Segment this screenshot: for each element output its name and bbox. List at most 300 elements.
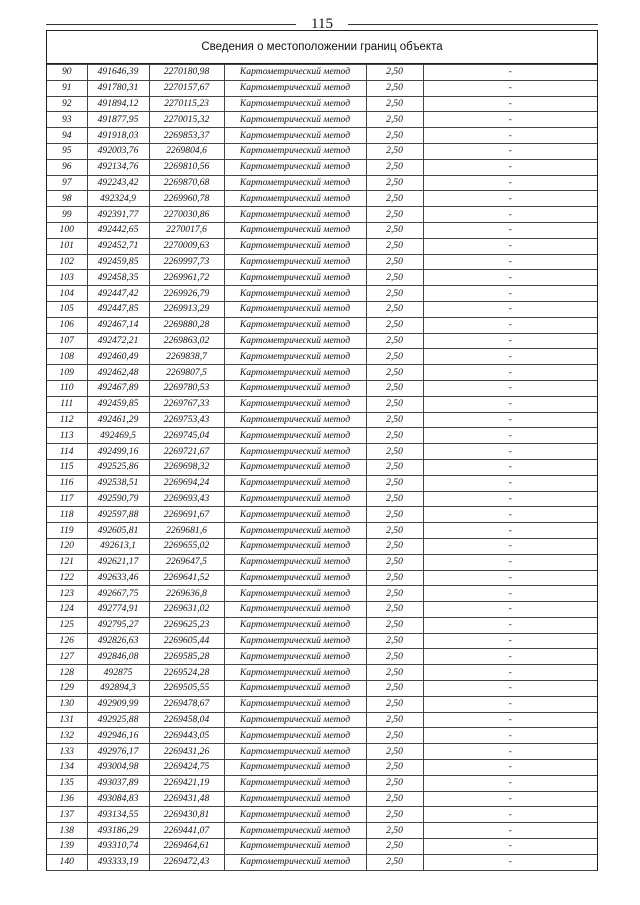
method-cell: Картометрический метод <box>224 491 366 507</box>
x-coordinate-cell: 492795,27 <box>87 617 149 633</box>
table-row <box>47 333 597 349</box>
method-cell: Картометрический метод <box>224 191 366 207</box>
y-coordinate-cell: 2269655,02 <box>149 538 224 554</box>
point-number-cell: 102 <box>47 254 87 270</box>
accuracy-cell: 2,50 <box>366 128 423 144</box>
accuracy-cell: 2,50 <box>366 839 423 855</box>
point-number-cell: 117 <box>47 491 87 507</box>
method-cell: Картометрический метод <box>224 238 366 254</box>
point-number-cell: 114 <box>47 444 87 460</box>
y-coordinate-cell: 2269472,43 <box>149 854 224 870</box>
description-cell: - <box>423 586 597 602</box>
description-cell: - <box>423 839 597 855</box>
table-row <box>47 491 597 507</box>
accuracy-cell: 2,50 <box>366 665 423 681</box>
description-cell: - <box>423 128 597 144</box>
x-coordinate-cell: 492590,79 <box>87 491 149 507</box>
y-coordinate-cell: 2270115,23 <box>149 96 224 112</box>
accuracy-cell: 2,50 <box>366 760 423 776</box>
point-number-cell: 98 <box>47 191 87 207</box>
x-coordinate-cell: 491877,95 <box>87 112 149 128</box>
description-cell: - <box>423 696 597 712</box>
table-row <box>47 807 597 823</box>
method-cell: Картометрический метод <box>224 475 366 491</box>
y-coordinate-cell: 2269997,73 <box>149 254 224 270</box>
point-number-cell: 129 <box>47 681 87 697</box>
table-row <box>47 65 597 81</box>
description-cell: - <box>423 270 597 286</box>
description-cell: - <box>423 538 597 554</box>
table-row <box>47 238 597 254</box>
description-cell: - <box>423 207 597 223</box>
point-number-cell: 103 <box>47 270 87 286</box>
table-row <box>47 175 597 191</box>
method-cell: Картометрический метод <box>224 222 366 238</box>
table-row <box>47 523 597 539</box>
table-row <box>47 586 597 602</box>
description-cell: - <box>423 712 597 728</box>
y-coordinate-cell: 2269767,33 <box>149 396 224 412</box>
method-cell: Картометрический метод <box>224 586 366 602</box>
x-coordinate-cell: 492909,99 <box>87 696 149 712</box>
description-cell: - <box>423 301 597 317</box>
x-coordinate-cell: 492442,65 <box>87 222 149 238</box>
point-number-cell: 105 <box>47 301 87 317</box>
boundary-points-table <box>47 64 597 871</box>
y-coordinate-cell: 2269960,78 <box>149 191 224 207</box>
table-row <box>47 823 597 839</box>
method-cell: Картометрический метод <box>224 554 366 570</box>
description-cell: - <box>423 333 597 349</box>
x-coordinate-cell: 492774,91 <box>87 602 149 618</box>
point-number-cell: 137 <box>47 807 87 823</box>
point-number-cell: 92 <box>47 96 87 112</box>
method-cell: Картометрический метод <box>224 444 366 460</box>
y-coordinate-cell: 2269853,37 <box>149 128 224 144</box>
x-coordinate-cell: 492667,75 <box>87 586 149 602</box>
point-number-cell: 126 <box>47 633 87 649</box>
accuracy-cell: 2,50 <box>366 728 423 744</box>
point-number-cell: 140 <box>47 854 87 870</box>
point-number-cell: 116 <box>47 475 87 491</box>
y-coordinate-cell: 2270180,98 <box>149 65 224 81</box>
x-coordinate-cell: 492613,1 <box>87 538 149 554</box>
y-coordinate-cell: 2269838,7 <box>149 349 224 365</box>
accuracy-cell: 2,50 <box>366 349 423 365</box>
y-coordinate-cell: 2269870,68 <box>149 175 224 191</box>
description-cell: - <box>423 317 597 333</box>
y-coordinate-cell: 2269647,5 <box>149 554 224 570</box>
x-coordinate-cell: 493037,89 <box>87 775 149 791</box>
point-number-cell: 101 <box>47 238 87 254</box>
point-number-cell: 123 <box>47 586 87 602</box>
description-cell: - <box>423 396 597 412</box>
point-number-cell: 108 <box>47 349 87 365</box>
x-coordinate-cell: 492597,88 <box>87 507 149 523</box>
description-cell: - <box>423 554 597 570</box>
y-coordinate-cell: 2269431,48 <box>149 791 224 807</box>
accuracy-cell: 2,50 <box>366 428 423 444</box>
table-row <box>47 696 597 712</box>
point-number-cell: 131 <box>47 712 87 728</box>
description-cell: - <box>423 380 597 396</box>
x-coordinate-cell: 493004,98 <box>87 760 149 776</box>
section-title: Сведения о местоположении границ объекта <box>47 31 597 64</box>
table-row <box>47 254 597 270</box>
point-number-cell: 139 <box>47 839 87 855</box>
accuracy-cell: 2,50 <box>366 254 423 270</box>
point-number-cell: 100 <box>47 222 87 238</box>
x-coordinate-cell: 492447,42 <box>87 286 149 302</box>
point-number-cell: 132 <box>47 728 87 744</box>
accuracy-cell: 2,50 <box>366 365 423 381</box>
table-row <box>47 602 597 618</box>
method-cell: Картометрический метод <box>224 839 366 855</box>
method-cell: Картометрический метод <box>224 349 366 365</box>
point-number-cell: 109 <box>47 365 87 381</box>
point-number-cell: 127 <box>47 649 87 665</box>
y-coordinate-cell: 2269641,52 <box>149 570 224 586</box>
accuracy-cell: 2,50 <box>366 807 423 823</box>
y-coordinate-cell: 2269926,79 <box>149 286 224 302</box>
x-coordinate-cell: 492875 <box>87 665 149 681</box>
accuracy-cell: 2,50 <box>366 681 423 697</box>
page-number: 115 <box>311 16 333 32</box>
method-cell: Картометрический метод <box>224 665 366 681</box>
description-cell: - <box>423 728 597 744</box>
table-row <box>47 854 597 870</box>
method-cell: Картометрический метод <box>224 396 366 412</box>
point-number-cell: 133 <box>47 744 87 760</box>
method-cell: Картометрический метод <box>224 254 366 270</box>
x-coordinate-cell: 492538,51 <box>87 475 149 491</box>
y-coordinate-cell: 2269505,55 <box>149 681 224 697</box>
y-coordinate-cell: 2270015,32 <box>149 112 224 128</box>
accuracy-cell: 2,50 <box>366 791 423 807</box>
point-number-cell: 107 <box>47 333 87 349</box>
x-coordinate-cell: 492459,85 <box>87 396 149 412</box>
y-coordinate-cell: 2270017,6 <box>149 222 224 238</box>
method-cell: Картометрический метод <box>224 854 366 870</box>
table-row <box>47 728 597 744</box>
method-cell: Картометрический метод <box>224 760 366 776</box>
description-cell: - <box>423 80 597 96</box>
method-cell: Картометрический метод <box>224 633 366 649</box>
x-coordinate-cell: 492452,71 <box>87 238 149 254</box>
table-row <box>47 507 597 523</box>
description-cell: - <box>423 760 597 776</box>
description-cell: - <box>423 286 597 302</box>
accuracy-cell: 2,50 <box>366 854 423 870</box>
description-cell: - <box>423 175 597 191</box>
x-coordinate-cell: 493333,19 <box>87 854 149 870</box>
table-row <box>47 365 597 381</box>
point-number-cell: 120 <box>47 538 87 554</box>
table-row <box>47 712 597 728</box>
method-cell: Картометрический метод <box>224 744 366 760</box>
x-coordinate-cell: 492459,85 <box>87 254 149 270</box>
method-cell: Картометрический метод <box>224 317 366 333</box>
table-row <box>47 380 597 396</box>
point-number-cell: 113 <box>47 428 87 444</box>
y-coordinate-cell: 2269693,43 <box>149 491 224 507</box>
method-cell: Картометрический метод <box>224 143 366 159</box>
point-number-cell: 111 <box>47 396 87 412</box>
y-coordinate-cell: 2269810,56 <box>149 159 224 175</box>
table-row <box>47 475 597 491</box>
method-cell: Картометрический метод <box>224 65 366 81</box>
description-cell: - <box>423 143 597 159</box>
y-coordinate-cell: 2269780,53 <box>149 380 224 396</box>
description-cell: - <box>423 807 597 823</box>
table-row <box>47 791 597 807</box>
x-coordinate-cell: 493134,55 <box>87 807 149 823</box>
table-row <box>47 207 597 223</box>
y-coordinate-cell: 2270030,86 <box>149 207 224 223</box>
method-cell: Картометрический метод <box>224 602 366 618</box>
x-coordinate-cell: 492894,3 <box>87 681 149 697</box>
accuracy-cell: 2,50 <box>366 633 423 649</box>
table-row <box>47 839 597 855</box>
x-coordinate-cell: 492243,42 <box>87 175 149 191</box>
y-coordinate-cell: 2269691,67 <box>149 507 224 523</box>
table-row <box>47 665 597 681</box>
x-coordinate-cell: 492846,08 <box>87 649 149 665</box>
y-coordinate-cell: 2269478,67 <box>149 696 224 712</box>
description-cell: - <box>423 649 597 665</box>
point-number-cell: 112 <box>47 412 87 428</box>
table-body <box>47 65 597 871</box>
x-coordinate-cell: 492458,35 <box>87 270 149 286</box>
table-row <box>47 633 597 649</box>
method-cell: Картометрический метод <box>224 775 366 791</box>
x-coordinate-cell: 492003,76 <box>87 143 149 159</box>
table-row <box>47 775 597 791</box>
table-row <box>47 286 597 302</box>
header-rule-left <box>46 24 296 25</box>
point-number-cell: 115 <box>47 459 87 475</box>
table-row <box>47 760 597 776</box>
y-coordinate-cell: 2269464,61 <box>149 839 224 855</box>
method-cell: Картометрический метод <box>224 159 366 175</box>
table-row <box>47 222 597 238</box>
description-cell: - <box>423 96 597 112</box>
point-number-cell: 134 <box>47 760 87 776</box>
accuracy-cell: 2,50 <box>366 570 423 586</box>
table-row <box>47 649 597 665</box>
y-coordinate-cell: 2269605,44 <box>149 633 224 649</box>
description-cell: - <box>423 491 597 507</box>
accuracy-cell: 2,50 <box>366 475 423 491</box>
point-number-cell: 138 <box>47 823 87 839</box>
accuracy-cell: 2,50 <box>366 333 423 349</box>
x-coordinate-cell: 492324,9 <box>87 191 149 207</box>
x-coordinate-cell: 492472,21 <box>87 333 149 349</box>
method-cell: Картометрический метод <box>224 459 366 475</box>
accuracy-cell: 2,50 <box>366 775 423 791</box>
method-cell: Картометрический метод <box>224 507 366 523</box>
y-coordinate-cell: 2269745,04 <box>149 428 224 444</box>
table-row <box>47 96 597 112</box>
point-number-cell: 94 <box>47 128 87 144</box>
method-cell: Картометрический метод <box>224 696 366 712</box>
point-number-cell: 128 <box>47 665 87 681</box>
y-coordinate-cell: 2269804,6 <box>149 143 224 159</box>
description-cell: - <box>423 775 597 791</box>
accuracy-cell: 2,50 <box>366 175 423 191</box>
point-number-cell: 118 <box>47 507 87 523</box>
accuracy-cell: 2,50 <box>366 112 423 128</box>
table-row <box>47 270 597 286</box>
accuracy-cell: 2,50 <box>366 554 423 570</box>
method-cell: Картометрический метод <box>224 807 366 823</box>
method-cell: Картометрический метод <box>224 617 366 633</box>
accuracy-cell: 2,50 <box>366 696 423 712</box>
table-row <box>47 554 597 570</box>
description-cell: - <box>423 507 597 523</box>
boundary-table-frame <box>46 30 598 871</box>
description-cell: - <box>423 681 597 697</box>
x-coordinate-cell: 492462,48 <box>87 365 149 381</box>
accuracy-cell: 2,50 <box>366 507 423 523</box>
y-coordinate-cell: 2269913,29 <box>149 301 224 317</box>
description-cell: - <box>423 617 597 633</box>
method-cell: Картометрический метод <box>224 570 366 586</box>
x-coordinate-cell: 492447,85 <box>87 301 149 317</box>
point-number-cell: 106 <box>47 317 87 333</box>
description-cell: - <box>423 633 597 649</box>
x-coordinate-cell: 493186,29 <box>87 823 149 839</box>
point-number-cell: 130 <box>47 696 87 712</box>
y-coordinate-cell: 2269443,05 <box>149 728 224 744</box>
table-row <box>47 744 597 760</box>
accuracy-cell: 2,50 <box>366 207 423 223</box>
x-coordinate-cell: 492621,17 <box>87 554 149 570</box>
method-cell: Картометрический метод <box>224 380 366 396</box>
accuracy-cell: 2,50 <box>366 238 423 254</box>
table-row <box>47 396 597 412</box>
accuracy-cell: 2,50 <box>366 538 423 554</box>
y-coordinate-cell: 2269441,07 <box>149 823 224 839</box>
description-cell: - <box>423 823 597 839</box>
description-cell: - <box>423 523 597 539</box>
table-row <box>47 617 597 633</box>
y-coordinate-cell: 2269880,28 <box>149 317 224 333</box>
y-coordinate-cell: 2269681,6 <box>149 523 224 539</box>
x-coordinate-cell: 492467,14 <box>87 317 149 333</box>
table-row <box>47 570 597 586</box>
description-cell: - <box>423 602 597 618</box>
x-coordinate-cell: 491894,12 <box>87 96 149 112</box>
y-coordinate-cell: 2269431,26 <box>149 744 224 760</box>
header-rule-right <box>348 24 598 25</box>
y-coordinate-cell: 2269585,28 <box>149 649 224 665</box>
method-cell: Картометрический метод <box>224 365 366 381</box>
y-coordinate-cell: 2269430,81 <box>149 807 224 823</box>
table-row <box>47 681 597 697</box>
x-coordinate-cell: 493310,74 <box>87 839 149 855</box>
y-coordinate-cell: 2269458,04 <box>149 712 224 728</box>
x-coordinate-cell: 492467,89 <box>87 380 149 396</box>
description-cell: - <box>423 475 597 491</box>
x-coordinate-cell: 492633,46 <box>87 570 149 586</box>
method-cell: Картометрический метод <box>224 791 366 807</box>
method-cell: Картометрический метод <box>224 428 366 444</box>
accuracy-cell: 2,50 <box>366 380 423 396</box>
table-row <box>47 191 597 207</box>
description-cell: - <box>423 365 597 381</box>
point-number-cell: 93 <box>47 112 87 128</box>
method-cell: Картометрический метод <box>224 301 366 317</box>
method-cell: Картометрический метод <box>224 823 366 839</box>
y-coordinate-cell: 2269636,8 <box>149 586 224 602</box>
accuracy-cell: 2,50 <box>366 712 423 728</box>
x-coordinate-cell: 492925,88 <box>87 712 149 728</box>
description-cell: - <box>423 112 597 128</box>
accuracy-cell: 2,50 <box>366 491 423 507</box>
accuracy-cell: 2,50 <box>366 96 423 112</box>
x-coordinate-cell: 491918,03 <box>87 128 149 144</box>
table-row <box>47 143 597 159</box>
y-coordinate-cell: 2270157,67 <box>149 80 224 96</box>
description-cell: - <box>423 459 597 475</box>
accuracy-cell: 2,50 <box>366 744 423 760</box>
accuracy-cell: 2,50 <box>366 191 423 207</box>
description-cell: - <box>423 412 597 428</box>
point-number-cell: 97 <box>47 175 87 191</box>
accuracy-cell: 2,50 <box>366 301 423 317</box>
method-cell: Картометрический метод <box>224 175 366 191</box>
description-cell: - <box>423 744 597 760</box>
point-number-cell: 95 <box>47 143 87 159</box>
point-number-cell: 124 <box>47 602 87 618</box>
method-cell: Картометрический метод <box>224 523 366 539</box>
y-coordinate-cell: 2269753,43 <box>149 412 224 428</box>
y-coordinate-cell: 2269807,5 <box>149 365 224 381</box>
table-row <box>47 317 597 333</box>
description-cell: - <box>423 222 597 238</box>
y-coordinate-cell: 2269524,28 <box>149 665 224 681</box>
accuracy-cell: 2,50 <box>366 396 423 412</box>
method-cell: Картометрический метод <box>224 112 366 128</box>
table-row <box>47 301 597 317</box>
table-row <box>47 428 597 444</box>
description-cell: - <box>423 570 597 586</box>
accuracy-cell: 2,50 <box>366 286 423 302</box>
y-coordinate-cell: 2269631,02 <box>149 602 224 618</box>
x-coordinate-cell: 492461,29 <box>87 412 149 428</box>
point-number-cell: 119 <box>47 523 87 539</box>
point-number-cell: 125 <box>47 617 87 633</box>
method-cell: Картометрический метод <box>224 538 366 554</box>
accuracy-cell: 2,50 <box>366 444 423 460</box>
method-cell: Картометрический метод <box>224 681 366 697</box>
table-row <box>47 412 597 428</box>
x-coordinate-cell: 492460,49 <box>87 349 149 365</box>
accuracy-cell: 2,50 <box>366 65 423 81</box>
x-coordinate-cell: 491646,39 <box>87 65 149 81</box>
method-cell: Картометрический метод <box>224 128 366 144</box>
y-coordinate-cell: 2269863,02 <box>149 333 224 349</box>
accuracy-cell: 2,50 <box>366 586 423 602</box>
x-coordinate-cell: 493084,83 <box>87 791 149 807</box>
y-coordinate-cell: 2269421,19 <box>149 775 224 791</box>
x-coordinate-cell: 492525,86 <box>87 459 149 475</box>
accuracy-cell: 2,50 <box>366 270 423 286</box>
x-coordinate-cell: 492391,77 <box>87 207 149 223</box>
x-coordinate-cell: 492499,16 <box>87 444 149 460</box>
table-row <box>47 444 597 460</box>
